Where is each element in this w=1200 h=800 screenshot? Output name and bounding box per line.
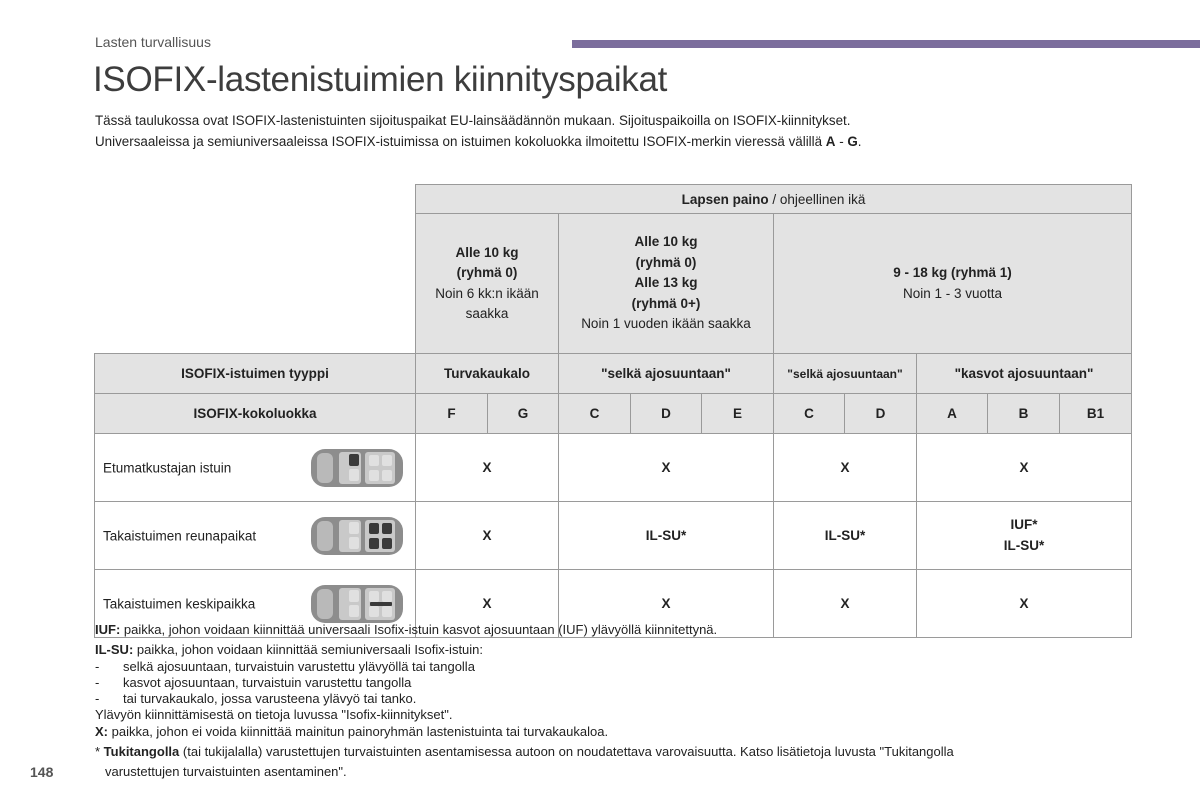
group-1-l4: (ryhmä 0+) [631,295,701,311]
note-ilsu [95,642,1135,658]
class-3: D [631,394,702,434]
car-rear-outer-seats-icon [309,513,405,559]
group-0-l3: Noin 6 kk:n ikään [435,285,539,301]
class-2: C [559,394,631,434]
seat-label: Takaistuimen keskipaikka [103,596,256,611]
note-ref: Ylävyön kiinnittämisestä on tietoja luvussa "Isofix-kiinnitykset". [95,707,453,723]
type-3: "kasvot ajosuuntaan" [917,354,1132,394]
row-2-cell-3: X [917,570,1132,638]
weight-header-bold: Lapsen paino [681,191,769,207]
seat-label: Takaistuimen reunapaikat [103,528,257,543]
type-2: "selkä ajosuuntaan" [774,354,917,394]
type-row-label: ISOFIX-istuimen tyyppi [95,354,416,394]
footnotes [95,622,1135,781]
type-1: "selkä ajosuuntaan" [559,354,774,394]
group-0-l4: saakka [465,306,509,321]
dash: - [95,691,100,707]
note-star-bold: Tukitangolla [103,744,180,760]
note-ilsu-key: IL-SU: [95,642,134,658]
group-0-l2: (ryhmä 0) [456,265,518,280]
note-bullet-3 [95,691,1135,707]
note-star-mark: * [95,744,104,760]
table-corner-blank [95,185,416,214]
note-x [95,724,1135,740]
weight-header-rest: / ohjeellinen ikä [768,191,866,207]
group-0-header [416,214,559,354]
class-9: B1 [1060,394,1132,434]
page-title: ISOFIX-lastenistuimien kiinnityspaikat [93,60,668,99]
note-ilsu-text: paikka, johon voidaan kiinnittää semiuniversaali Isofix-istuin: [133,642,484,658]
note-bullet-2-text: kasvot ajosuuntaan, turvaistuin varustettu tangolla [123,674,412,690]
note-bullet-3-text: tai turvakaukalo, jossa varusteena ylävyö tai tanko. [123,691,417,707]
table-row [95,434,1132,502]
row-1-cell-3-l1: IUF* [1010,517,1038,532]
note-bullet-1 [95,659,1135,675]
row-2-cell-2: X [774,570,917,638]
group-2-l1: 9 - 18 kg (ryhmä 1) [893,265,1012,280]
class-1: G [488,394,559,434]
row-2-cell-0: X [416,570,559,638]
page-number: 148 [30,764,54,780]
note-bullet-1-text: selkä ajosuuntaan, turvaistuin varustettu ylävyöllä tai tangolla [123,658,475,674]
intro-line-1: Tässä taulukossa ovat ISOFIX-lastenistuinten sijoituspaikat EU-lainsäädännön mukaan. Sijoituspaikoilla on ISOFIX-kiinnitykset. [95,113,851,128]
seat-cell-front [95,434,416,502]
class-7: A [917,394,988,434]
car-rear-center-seat-icon [309,581,405,627]
car-front-seat-icon [309,445,405,491]
group-1-l1: Alle 10 kg [634,234,698,250]
group-2-l2: Noin 1 - 3 vuotta [902,285,1003,301]
group-2-header [774,214,1132,354]
row-0-cell-1: X [559,434,774,502]
class-row-label: ISOFIX-kokoluokka [95,394,416,434]
group-1-header [559,214,774,354]
type-0: Turvakaukalo [416,354,559,394]
note-iuf-text: paikka, johon voidaan kiinnittää universaali Isofix-istuin kasvot ajosuuntaan (IUF) ylävyöllä kiinnitettynä. [120,622,718,637]
note-star-cont: varustettujen turvaistuinten asentaminen". [105,764,347,780]
group-1-l2: (ryhmä 0) [635,254,697,270]
group-0-l1: Alle 10 kg [455,244,519,260]
note-star-text: (tai tukijalalla) varustettujen turvaistuinten asentamisessa autoon on noudatettava varovaisuutta. Katso lisätietoja luvusta "Tukitangolla [179,744,954,760]
class-4: E [702,394,774,434]
seat-label: Etumatkustajan istuin [103,460,232,475]
intro-end: . [857,134,862,149]
class-6: D [845,394,917,434]
note-bullet-2 [95,675,1135,691]
section-label: Lasten turvallisuus [95,34,211,50]
intro-line-2-pre: Universaaleissa ja semiuniversaaleissa ISOFIX-istuimissa on istuimen kokoluokka ilmoitettu ISOFIX-merkin vieressä välillä [95,134,826,149]
row-1-cell-0: X [416,502,559,570]
dash: - [95,658,100,674]
row-1-cell-3 [917,502,1132,570]
row-1-cell-3-l2: IL-SU* [1003,537,1045,553]
class-5: C [774,394,845,434]
group-1-l3: Alle 13 kg [634,275,698,291]
intro-size-g: G [847,134,858,149]
row-2-cell-1: X [559,570,774,638]
class-8: B [988,394,1060,434]
note-iuf-key: IUF: [95,622,121,637]
intro-text [95,110,1115,152]
intro-size-a: A [825,134,836,149]
row-1-cell-1: IL-SU* [559,502,774,570]
section-accent-bar [572,40,1200,48]
isofix-table [94,184,1132,638]
note-x-text: paikka, johon ei voida kiinnittää mainitun painoryhmän lastenistuinta tai turvakaukaloa. [108,723,609,739]
note-x-key: X: [95,723,108,739]
note-iuf [95,622,1135,638]
table-row [95,502,1132,570]
row-0-cell-3: X [917,434,1132,502]
class-0: F [416,394,488,434]
table-corner-blank-2 [95,214,416,354]
intro-line-2 [95,131,1115,152]
note-star [95,744,1135,760]
row-0-cell-0: X [416,434,559,502]
weight-header [416,185,1132,214]
dash: - [95,674,100,690]
intro-sep: - [835,134,848,149]
seat-cell-rear-outer [95,502,416,570]
group-1-l5: Noin 1 vuoden ikään saakka [581,316,751,332]
row-1-cell-2: IL-SU* [774,502,917,570]
row-0-cell-2: X [774,434,917,502]
